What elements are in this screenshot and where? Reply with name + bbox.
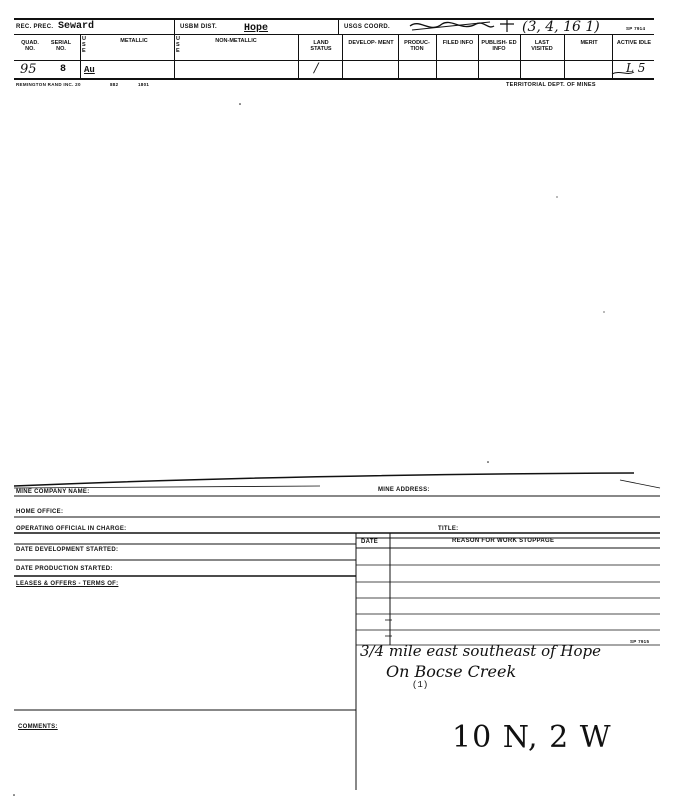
col-quad-no: QUAD. NO. <box>21 40 39 52</box>
location-note-mark: (1) <box>412 680 429 690</box>
usgs-coord-label: USGS COORD. <box>344 24 390 30</box>
home-office-label: HOME OFFICE: <box>16 509 64 515</box>
use-letter-s: S <box>82 42 86 48</box>
rec-prec-label: REC. PREC. <box>16 24 54 30</box>
use-letter-u-2: U <box>176 36 180 42</box>
usbm-dist-label: USBM DIST. <box>180 24 218 30</box>
metallic-value: Au <box>84 65 95 75</box>
col-active-idle: ACTIVE IDLE <box>616 40 652 46</box>
col-non-metallic: NON-METALLIC <box>215 38 257 44</box>
location-note-line-2: On Bocse Creek <box>386 662 517 681</box>
form-number-bottom: SP 7915 <box>630 639 650 644</box>
col-development: DEVELOP- MENT <box>348 40 394 46</box>
col-merit: MERIT <box>580 40 598 46</box>
use-letter-e: E <box>82 48 86 54</box>
usbm-dist-value: Hope <box>244 23 269 34</box>
rec-prec-value: Seward <box>58 21 95 32</box>
col-production: PRODUC- TION <box>404 40 430 52</box>
mine-address-label: MINE ADDRESS: <box>378 487 430 493</box>
printer-mark: REMINGTON RAND INC. 20 <box>16 82 81 87</box>
township-range-note: 10 N, 2 W <box>452 720 612 755</box>
printer-code-1: 882 <box>110 82 119 87</box>
agency-name: TERRITORIAL DEPT. OF MINES <box>506 82 596 88</box>
active-idle-value: L 5 <box>626 61 646 75</box>
use-letter-e-2: E <box>176 48 180 54</box>
col-filed-info: FILED INFO <box>442 40 474 46</box>
quad-value: 95 <box>20 62 37 77</box>
col-land-status: LAND STATUS <box>310 40 332 52</box>
mine-company-name-label: MINE COMPANY NAME: <box>16 489 90 495</box>
land-status-value: / <box>314 61 319 76</box>
title-label: TITLE: <box>438 526 459 532</box>
date-production-started-label: DATE PRODUCTION STARTED: <box>16 566 113 572</box>
col-last-visited: LAST VISITED <box>531 40 553 52</box>
leases-offers-label: LEASES & OFFERS - TERMS OF: <box>16 581 119 587</box>
date-development-started-label: DATE DEVELOPMENT STARTED: <box>16 547 119 553</box>
use-letter-u: U <box>82 36 86 42</box>
location-note-line-1: 3/4 mile east southeast of Hope <box>360 642 602 660</box>
form-number-top: SP 7914 <box>626 26 646 31</box>
col-reason-work-stoppage: REASON FOR WORK STOPPAGE <box>452 538 555 544</box>
printer-code-2: 1801 <box>138 82 150 87</box>
col-date: DATE <box>361 539 379 545</box>
col-published-info: PUBLISH- ED INFO <box>481 40 517 52</box>
comments-label: COMMENTS: <box>18 724 58 730</box>
usgs-coord-value: (3, 4, 16 1) <box>522 19 600 35</box>
use-letter-s-2: S <box>176 42 180 48</box>
operating-official-label: OPERATING OFFICIAL IN CHARGE: <box>16 526 127 532</box>
serial-value: 8 <box>60 64 67 75</box>
col-metallic: METALLIC <box>120 38 148 44</box>
col-serial-no: SERIAL NO. <box>50 40 72 52</box>
